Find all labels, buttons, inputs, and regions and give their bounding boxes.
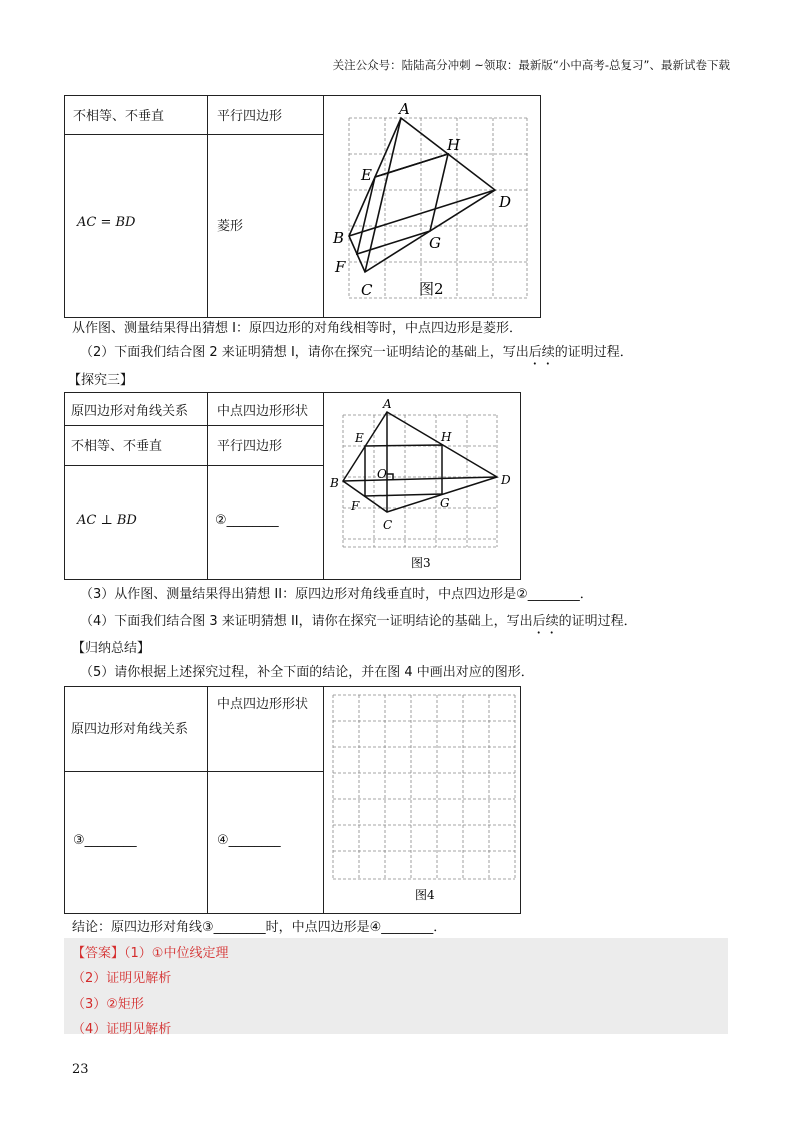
table2-header-col1: 原四边形对角线关系 <box>71 404 189 419</box>
table-3 <box>64 686 521 914</box>
q4-emph: 后续 <box>532 614 559 629</box>
page-header: 关注公众号：陆陆高分冲刺 ~领取：最新版“小中高考-总复习”、最新试卷下载 <box>332 58 730 72</box>
table-2 <box>64 392 521 580</box>
table2-header-col2: 中点四边形形状 <box>217 404 309 419</box>
section-summary: 【归纳总结】 <box>72 641 151 656</box>
fig3-label-H: H <box>441 430 452 444</box>
answer-1-text: （1）①中位线定理 <box>124 946 229 961</box>
table-1 <box>64 95 541 318</box>
answer-line-4: （4）证明见解析 <box>72 1022 172 1037</box>
page-number: 23 <box>72 1062 89 1077</box>
text-question-2 <box>80 341 633 368</box>
fig3-label-A: A <box>383 397 392 411</box>
table2-cell-r1c2: 平行四边形 <box>217 439 283 454</box>
table1-cell-r2c1: AC = BD <box>77 215 136 230</box>
fig3-label-F: F <box>351 499 360 513</box>
fig2-label-G: G <box>429 234 441 252</box>
text-question-5: （5）请你根据上述探究过程，补全下面的结论，并在图 4 中画出对应的图形． <box>80 665 534 680</box>
section-explore-3: 【探究三】 <box>68 373 134 388</box>
fig4-caption: 图4 <box>415 888 435 902</box>
text-conclusion: 结论：原四边形对角线③________时，中点四边形是④________． <box>72 920 447 935</box>
table2-cell-r2c1: AC ⊥ BD <box>77 513 137 528</box>
q4-after: 的证明过程． <box>558 614 637 629</box>
fig2-label-E: E <box>361 166 372 184</box>
table3-header-col1: 原四边形对角线关系 <box>71 722 189 737</box>
text-conjecture-1: 从作图、测量结果得出猜想 I：原四边形的对角线相等时，中点四边形是菱形． <box>72 321 522 336</box>
q2-after: 的证明过程． <box>554 345 633 360</box>
figure-4 <box>325 689 519 911</box>
fig3-label-D: D <box>501 473 511 487</box>
fig2-label-B: B <box>333 229 345 247</box>
fig3-label-B: B <box>330 476 339 490</box>
table1-cell-r1c1: 不相等、不垂直 <box>73 109 165 124</box>
answer-line-2: （2）证明见解析 <box>72 971 172 986</box>
table2-cell-r2c2: ②________ <box>215 513 279 528</box>
fig2-label-C: C <box>361 281 373 299</box>
figure-3 <box>325 395 519 579</box>
text-question-3: （3）从作图、测量结果得出猜想 II：原四边形对角线垂直时，中点四边形是②________． <box>80 587 593 602</box>
fig2-label-A: A <box>399 100 410 118</box>
fig3-label-C: C <box>383 518 393 532</box>
q4-before: （4）下面我们结合图 3 来证明猜想 II，请你在探究一证明结论的基础上，写出 <box>80 614 533 629</box>
fig2-label-H: H <box>447 136 461 154</box>
answer-line-3: （3）②矩形 <box>72 997 144 1012</box>
fig3-label-E: E <box>355 431 364 445</box>
fig3-caption: 图3 <box>411 556 431 570</box>
answer-line-1 <box>72 942 228 961</box>
text-question-4 <box>80 610 637 637</box>
figure-2 <box>325 98 539 316</box>
table1-cell-r1c2: 平行四边形 <box>217 109 283 124</box>
table3-cell-r1c2: ④________ <box>217 833 281 848</box>
fig3-diagonal-BD <box>343 477 497 481</box>
fig3-label-O: O <box>377 467 387 481</box>
table3-cell-r1c1: ③________ <box>73 833 137 848</box>
table3-header-col2: 中点四边形形状 <box>217 697 309 712</box>
q2-emph: 后续 <box>528 345 555 360</box>
fig2-caption: 图2 <box>419 280 444 298</box>
fig2-segment-EH <box>375 154 448 177</box>
fig2-label-D: D <box>499 193 512 211</box>
fig3-quad-ABCD <box>343 412 497 512</box>
q2-before: （2）下面我们结合图 2 来证明猜想 I，请你在探究一证明结论的基础上，写出 <box>80 345 529 360</box>
table2-cell-r1c1: 不相等、不垂直 <box>71 439 163 454</box>
table1-cell-r2c2: 菱形 <box>217 219 244 234</box>
answer-tag: 【答案】 <box>72 946 125 961</box>
fig3-label-G: G <box>440 496 450 510</box>
fig2-label-F: F <box>335 258 346 276</box>
figure4-grid <box>333 695 515 879</box>
